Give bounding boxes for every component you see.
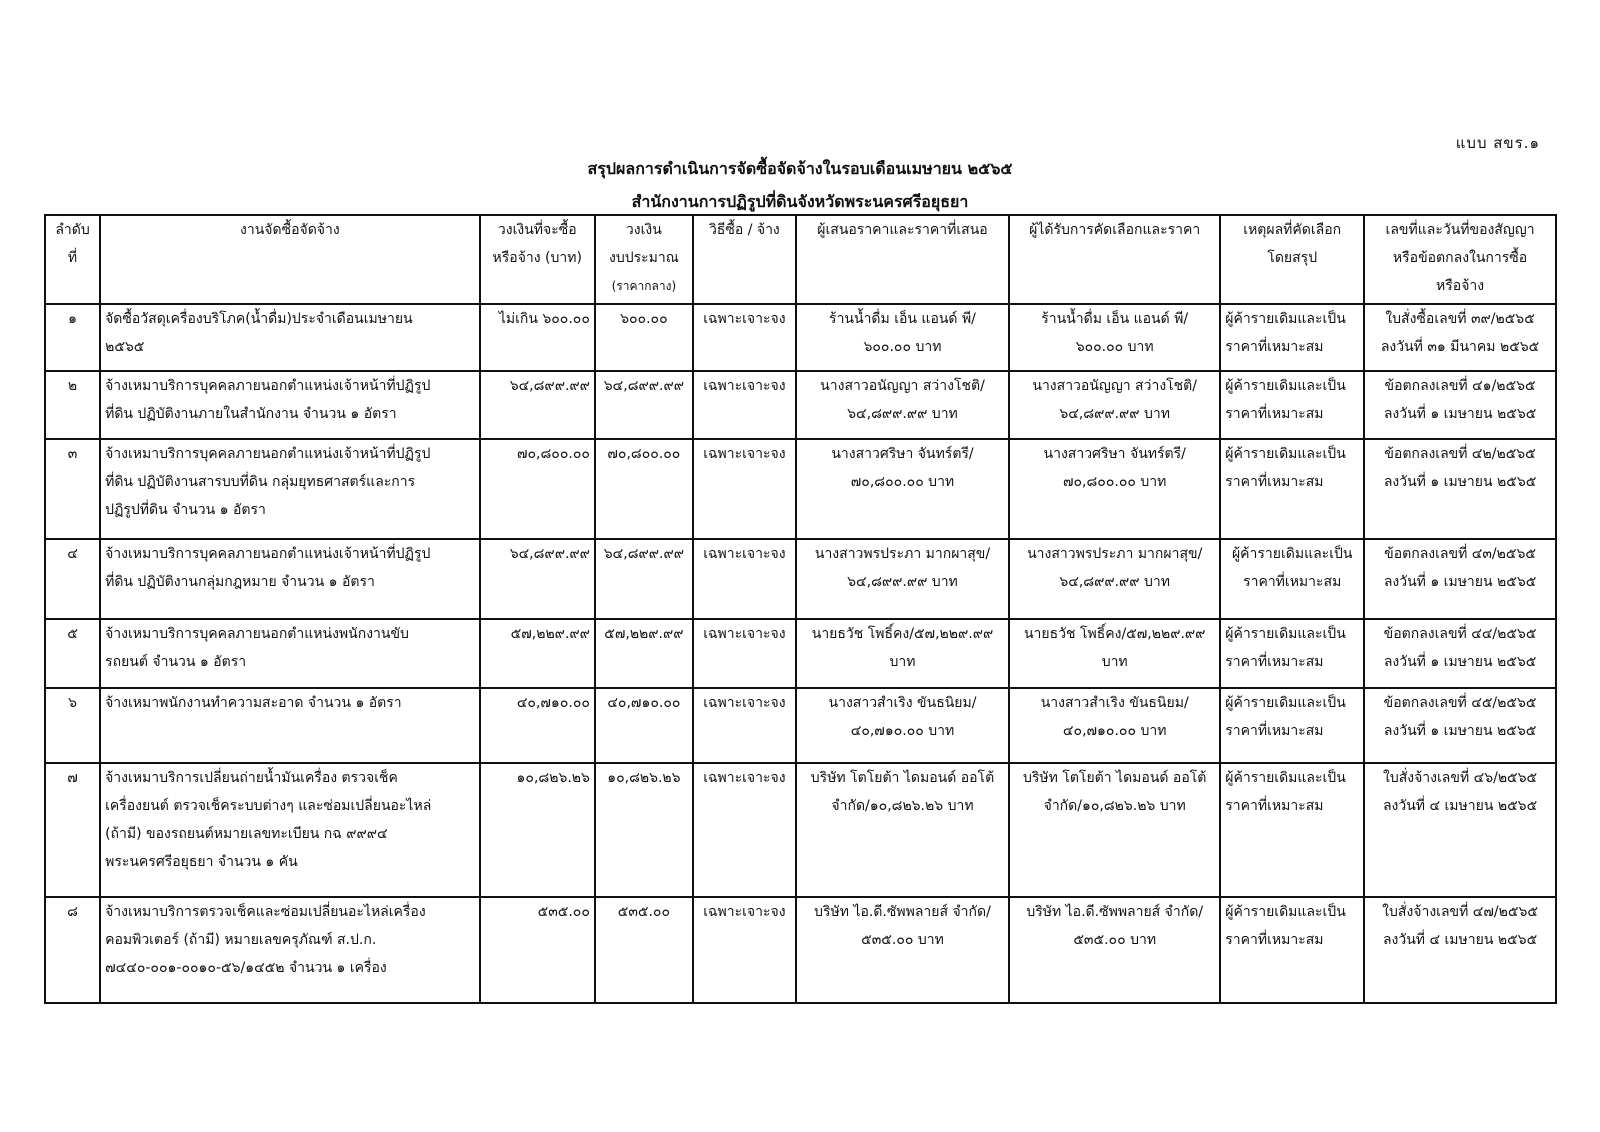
cell-contract: ข้อตกลงเลขที่ ๔๑/๒๕๖๕ ลงวันที่ ๑ เมษายน ๒๕๖๕	[1364, 371, 1556, 439]
cell-method: เฉพาะเจาะจง	[693, 688, 796, 763]
cell-method: เฉพาะเจาะจง	[693, 439, 796, 539]
table-row	[45, 439, 1556, 539]
header-method: วิธีซื้อ / จ้าง	[693, 215, 796, 304]
cell-selected: นางสาวอนัญญา สว่างโชติ/ ๖๔,๘๙๙.๙๙ บาท	[1009, 371, 1220, 439]
header-ref-budget-sub: (ราคากลาง)	[611, 279, 677, 293]
cell-method: เฉพาะเจาะจง	[693, 763, 796, 897]
header-bidders: ผู้เสนอราคาและราคาที่เสนอ	[796, 215, 1009, 304]
agency-name: สำนักงานการปฏิรูปที่ดินจังหวัดพระนครศรีอยุธยา	[631, 192, 969, 211]
cell-contract: ใบสั่งซื้อเลขที่ ๓๙/๒๕๖๕ ลงวันที่ ๓๑ มีนาคม ๒๕๖๕	[1364, 304, 1556, 371]
cell-no: ๖	[45, 688, 100, 763]
cell-method: เฉพาะเจาะจง	[693, 897, 796, 1003]
cell-method: เฉพาะเจาะจง	[693, 619, 796, 688]
cell-budget: ๕๓๕.๐๐	[480, 897, 595, 1003]
cell-work: จ้างเหมาบริการบุคคลภายนอกตำแหน่งเจ้าหน้าที่ปฏิรูป ที่ดิน ปฏิบัติงานสารบบที่ดิน กลุ่มยุทธศาสตร์และการ ปฏิรูปที่ดิน จำนวน ๑ อัตรา	[100, 439, 480, 539]
cell-no: ๔	[45, 539, 100, 619]
cell-ref-budget: ๖๐๐.๐๐	[595, 304, 693, 371]
cell-budget: ๔๐,๗๑๐.๐๐	[480, 688, 595, 763]
cell-budget: ๖๔,๘๙๙.๙๙	[480, 371, 595, 439]
cell-method: เฉพาะเจาะจง	[693, 304, 796, 371]
procurement-table	[44, 214, 1557, 1004]
cell-no: ๗	[45, 763, 100, 897]
cell-contract: ใบสั่งจ้างเลขที่ ๔๖/๒๕๖๕ ลงวันที่ ๔ เมษายน ๒๕๖๕	[1364, 763, 1556, 897]
cell-ref-budget: ๕๓๕.๐๐	[595, 897, 693, 1003]
header-selected: ผู้ได้รับการคัดเลือกและราคา	[1009, 215, 1220, 304]
cell-bidders: นางสาวสำเริง ขันธนิยม/ ๔๐,๗๑๐.๐๐ บาท	[796, 688, 1009, 763]
cell-work: จ้างเหมาบริการบุคคลภายนอกตำแหน่งเจ้าหน้าที่ปฏิรูป ที่ดิน ปฏิบัติงานกลุ่มกฎหมาย จำนวน ๑ อัตรา	[100, 539, 480, 619]
cell-bidders: นางสาวพรประภา มากผาสุข/ ๖๔,๘๙๙.๙๙ บาท	[796, 539, 1009, 619]
cell-method: เฉพาะเจาะจง	[693, 539, 796, 619]
cell-reason: ผู้ค้ารายเดิมและเป็น ราคาที่เหมาะสม	[1220, 304, 1364, 371]
table-row	[45, 763, 1556, 897]
document-title: สรุปผลการดำเนินการจัดซื้อจัดจ้างในรอบเดือนเมษายน ๒๕๖๕	[587, 159, 1013, 178]
cell-contract: ข้อตกลงเลขที่ ๔๒/๒๕๖๕ ลงวันที่ ๑ เมษายน ๒๕๖๕	[1364, 439, 1556, 539]
table-row	[45, 688, 1556, 763]
cell-contract: ข้อตกลงเลขที่ ๔๕/๒๕๖๕ ลงวันที่ ๑ เมษายน ๒๕๖๕	[1364, 688, 1556, 763]
header-ref-budget	[595, 215, 693, 304]
cell-budget: ๗๐,๘๐๐.๐๐	[480, 439, 595, 539]
cell-work: จ้างเหมาบริการเปลี่ยนถ่ายน้ำมันเครื่อง ตรวจเช็ค เครื่องยนต์ ตรวจเช็คระบบต่างๆ และซ่อมเปลี่ยนอะไหล่ (ถ้ามี) ของรถยนต์หมายเลขทะเบียน กฉ ๙๙๙๔ พระนครศรีอยุธยา จำนวน ๑ คัน	[100, 763, 480, 897]
cell-selected: ร้านน้ำดื่ม เอ็น แอนด์ พี/ ๖๐๐.๐๐ บาท	[1009, 304, 1220, 371]
cell-ref-budget: ๔๐,๗๑๐.๐๐	[595, 688, 693, 763]
cell-selected: นางสาวพรประภา มากผาสุข/ ๖๔,๘๙๙.๙๙ บาท	[1009, 539, 1220, 619]
table-row	[45, 371, 1556, 439]
header-contract: เลขที่และวันที่ของสัญญา หรือข้อตกลงในการซื้อ หรือจ้าง	[1364, 215, 1556, 304]
cell-no: ๘	[45, 897, 100, 1003]
header-budget: วงเงินที่จะซื้อ หรือจ้าง (บาท)	[480, 215, 595, 304]
cell-contract: ข้อตกลงเลขที่ ๔๓/๒๕๖๕ ลงวันที่ ๑ เมษายน ๒๕๖๕	[1364, 539, 1556, 619]
table-row	[45, 304, 1556, 371]
header-no: ลำดับ ที่	[45, 215, 100, 304]
cell-work: จ้างเหมาบริการบุคคลภายนอกตำแหน่งพนักงานขับ รถยนต์ จำนวน ๑ อัตรา	[100, 619, 480, 688]
cell-contract: ข้อตกลงเลขที่ ๔๔/๒๕๖๕ ลงวันที่ ๑ เมษายน ๒๕๖๕	[1364, 619, 1556, 688]
cell-budget: ๖๔,๘๙๙.๙๙	[480, 539, 595, 619]
cell-ref-budget: ๕๗,๒๒๙.๙๙	[595, 619, 693, 688]
cell-bidders: นางสาวศริษา จันทร์ตรี/ ๗๐,๘๐๐.๐๐ บาท	[796, 439, 1009, 539]
cell-no: ๓	[45, 439, 100, 539]
cell-no: ๕	[45, 619, 100, 688]
cell-selected: บริษัท ไอ.ดี.ซัพพลายส์ จำกัด/ ๕๓๕.๐๐ บาท	[1009, 897, 1220, 1003]
cell-reason: ผู้ค้ารายเดิมและเป็น ราคาที่เหมาะสม	[1220, 539, 1364, 619]
cell-reason: ผู้ค้ารายเดิมและเป็น ราคาที่เหมาะสม	[1220, 619, 1364, 688]
cell-work: จ้างเหมาพนักงานทำความสะอาด จำนวน ๑ อัตรา	[100, 688, 480, 763]
cell-bidders: ร้านน้ำดื่ม เอ็น แอนด์ พี/ ๖๐๐.๐๐ บาท	[796, 304, 1009, 371]
cell-reason: ผู้ค้ารายเดิมและเป็น ราคาที่เหมาะสม	[1220, 371, 1364, 439]
table-row	[45, 897, 1556, 1003]
cell-bidders: บริษัท โตโยต้า ไดมอนด์ ออโต้ จำกัด/๑๐,๘๒๖.๒๖ บาท	[796, 763, 1009, 897]
cell-bidders: บริษัท ไอ.ดี.ซัพพลายส์ จำกัด/ ๕๓๕.๐๐ บาท	[796, 897, 1009, 1003]
cell-method: เฉพาะเจาะจง	[693, 371, 796, 439]
header-ref-budget-label: วงเงิน งบประมาณ	[609, 222, 679, 266]
cell-ref-budget: ๑๐,๘๒๖.๒๖	[595, 763, 693, 897]
cell-budget: ๑๐,๘๒๖.๒๖	[480, 763, 595, 897]
cell-bidders: นางสาวอนัญญา สว่างโชติ/ ๖๔,๘๙๙.๙๙ บาท	[796, 371, 1009, 439]
cell-bidders: นายธวัช โพธิ์คง/๕๗,๒๒๙.๙๙ บาท	[796, 619, 1009, 688]
cell-budget: ไม่เกิน ๖๐๐.๐๐	[480, 304, 595, 371]
cell-reason: ผู้ค้ารายเดิมและเป็น ราคาที่เหมาะสม	[1220, 439, 1364, 539]
cell-work: จัดซื้อวัสดุเครื่องบริโภค(น้ำดื่ม)ประจำเดือนเมษายน ๒๕๖๕	[100, 304, 480, 371]
cell-no: ๑	[45, 304, 100, 371]
form-code: แบบ สขร.๑	[1455, 134, 1540, 152]
cell-selected: นางสาวสำเริง ขันธนิยม/ ๔๐,๗๑๐.๐๐ บาท	[1009, 688, 1220, 763]
cell-work: จ้างเหมาบริการตรวจเช็คและซ่อมเปลี่ยนอะไหล่เครื่อง คอมพิวเตอร์ (ถ้ามี) หมายเลขครุภัณฑ์ ส.ป.ก. ๗๔๔๐-๐๐๑-๐๐๑๐-๕๖/๑๔๕๒ จำนวน ๑ เครื่อง	[100, 897, 480, 1003]
cell-selected: นางสาวศริษา จันทร์ตรี/ ๗๐,๘๐๐.๐๐ บาท	[1009, 439, 1220, 539]
cell-budget: ๕๗,๒๒๙.๙๙	[480, 619, 595, 688]
cell-selected: บริษัท โตโยต้า ไดมอนด์ ออโต้ จำกัด/๑๐,๘๒๖.๒๖ บาท	[1009, 763, 1220, 897]
table-header-row	[45, 215, 1556, 304]
cell-ref-budget: ๖๔,๘๙๙.๙๙	[595, 371, 693, 439]
cell-no: ๒	[45, 371, 100, 439]
cell-reason: ผู้ค้ารายเดิมและเป็น ราคาที่เหมาะสม	[1220, 688, 1364, 763]
table-row	[45, 539, 1556, 619]
header-reason: เหตุผลที่คัดเลือก โดยสรุป	[1220, 215, 1364, 304]
header-work: งานจัดซื้อจัดจ้าง	[100, 215, 480, 304]
cell-ref-budget: ๖๔,๘๙๙.๙๙	[595, 539, 693, 619]
cell-reason: ผู้ค้ารายเดิมและเป็น ราคาที่เหมาะสม	[1220, 763, 1364, 897]
table-row	[45, 619, 1556, 688]
cell-reason: ผู้ค้ารายเดิมและเป็น ราคาที่เหมาะสม	[1220, 897, 1364, 1003]
cell-ref-budget: ๗๐,๘๐๐.๐๐	[595, 439, 693, 539]
cell-contract: ใบสั่งจ้างเลขที่ ๔๗/๒๕๖๕ ลงวันที่ ๔ เมษายน ๒๕๖๕	[1364, 897, 1556, 1003]
cell-work: จ้างเหมาบริการบุคคลภายนอกตำแหน่งเจ้าหน้าที่ปฏิรูป ที่ดิน ปฏิบัติงานภายในสำนักงาน จำนวน ๑ อัตรา	[100, 371, 480, 439]
cell-selected: นายธวัช โพธิ์คง/๕๗,๒๒๙.๙๙ บาท	[1009, 619, 1220, 688]
